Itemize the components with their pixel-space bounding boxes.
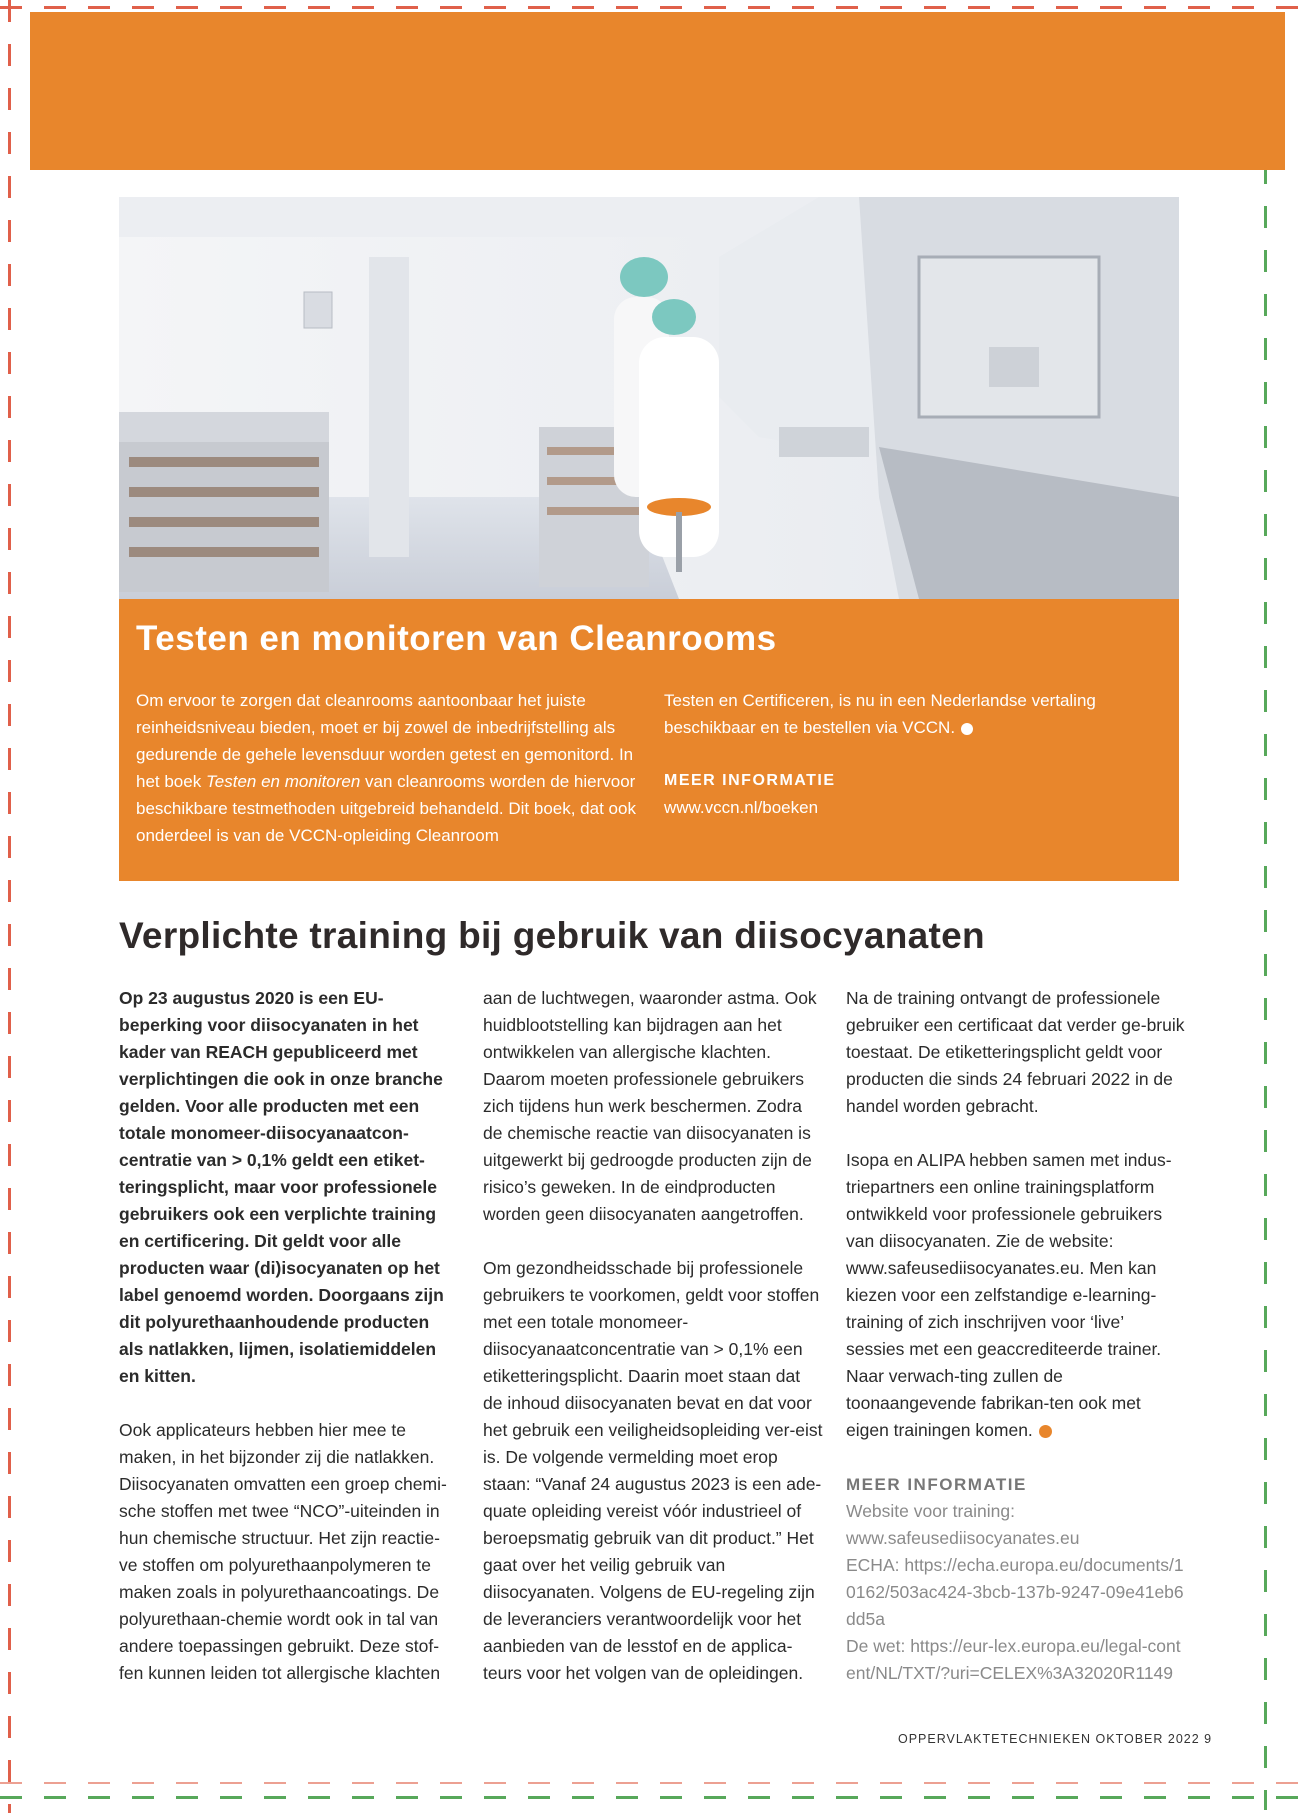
box-title: Testen en monitoren van Cleanrooms bbox=[136, 619, 777, 658]
crop-mark-bottom-inner bbox=[0, 1782, 1300, 1784]
article-paragraph: Na de training ontvangt de professionele gebruiker een certificaat dat verder ge-bruik toestaat. De etiketteringsplicht geldt voor producten die sinds 24 februari 2022 in de handel worden gebracht. bbox=[846, 988, 1185, 1116]
box-meer-informatie: MEER INFORMATIE bbox=[664, 772, 836, 789]
box-column-1 bbox=[136, 687, 656, 849]
crop-mark-left bbox=[8, 0, 11, 1813]
box-link-vccn[interactable]: www.vccn.nl/boeken bbox=[664, 798, 819, 817]
info-box bbox=[119, 599, 1179, 881]
end-dot-icon bbox=[1039, 1425, 1052, 1438]
article-lead: Op 23 augustus 2020 is een EU-beperking voor diisocyanaten in het kader van REACH gepubliceerd met verplichtingen die ook in onze branche gelden. Voor alle producten met een totale monomeer-diisocyanaatcon-centratie van > 0,1% geldt een etiket-teringsplicht, maar voor professionele gebruikers ook een verplichte training en certificering. Dit geldt voor alle producten waar (di)isocyanaten op het label genoemd worden. Doorgaans zijn dit polyurethaanhoudende producten als natlakken, lijmen, isolatiemiddelen en kitten. bbox=[119, 988, 444, 1386]
end-dot-icon bbox=[961, 723, 973, 735]
article-paragraph: Ook applicateurs hebben hier mee te maken, in het bijzonder zij die natlakken. Diisocyanaten omvatten een groep chemi-sche stoffen met twee “NCO”-uiteinden in hun chemische structuur. Het zijn reactie-ve stoffen om polyurethaanpolymeren te maken zoals in polyurethaancoatings. De polyurethaan-chemie wordt ook in tal van andere toepassingen gebruikt. Deze stof-fen kunnen leiden tot allergische klachten bbox=[119, 1420, 447, 1683]
box-column-2 bbox=[664, 687, 1134, 821]
article-column-1 bbox=[119, 985, 449, 1714]
box-text-part-3: Testen en Certificeren, is nu in een Nederlandse vertaling beschikbaar en te bestellen via VCCN. bbox=[664, 691, 1096, 737]
article-paragraph bbox=[846, 1147, 1186, 1444]
cleanroom-photo-icon bbox=[119, 197, 1179, 599]
crop-mark-right bbox=[1264, 30, 1267, 1810]
link-echa[interactable]: ECHA: https://echa.europa.eu/documents/10162/503ac424-3bcb-137b-9247-09e41eb6dd5a bbox=[846, 1555, 1184, 1629]
cleanroom-photo bbox=[119, 197, 1179, 599]
article-meer-informatie: MEER INFORMATIE bbox=[846, 1475, 1027, 1494]
page-footer: OPPERVLAKTETECHNIEKEN OKTOBER 2022 9 bbox=[898, 1732, 1213, 1746]
box-book-title: Testen en monitoren bbox=[205, 772, 361, 791]
link-eur-lex[interactable]: De wet: https://eur-lex.europa.eu/legal-content/NL/TXT/?uri=CELEX%3A32020R1149 bbox=[846, 1636, 1181, 1683]
box-text-part-2: van cleanrooms worden de hiervoor beschikbare testmethoden uitgebreid behandeld. Dit boek, dat ook onderdeel is van de VCCN-opleiding Cleanroom bbox=[136, 772, 636, 845]
article-column-2 bbox=[483, 985, 823, 1714]
article-paragraph: Om gezondheidsschade bij professionele gebruikers te voorkomen, geldt voor stoffen met een totale monomeer-diisocyanaatconcentratie van > 0,1% een etiketteringsplicht. Daarin moet staan dat de inhoud diisocyanaten bevat en dat voor het gebruik een veiligheidsopleiding ver-eist is. De volgende vermelding moet erop staan: “Vanaf 24 augustus 2023 is een ade-quate opleiding vereist vóór industrieel of beroepsmatig gebruik van dit product.” Het gaat over het veilig gebruik van diisocyanaten. Volgens de EU-regeling zijn de leveranciers verantwoordelijk voor het aanbieden van de lesstof en de applica-teurs voor het volgen van de opleidingen. bbox=[483, 1258, 823, 1683]
article-title: Verplichte training bij gebruik van diisocyanaten bbox=[119, 915, 985, 956]
crop-mark-top bbox=[0, 6, 1300, 9]
article-paragraph-text: Isopa en ALIPA hebben samen met indus-triepartners een online trainingsplatform ontwikkeld voor professionele gebruikers van diisocyanaten. Zie de website: www.safeusediisocyanates.eu. Men kan kiezen voor een zelfstandige e-learning-training of zich inschrijven voor ‘live’ sessies met een geaccrediteerde trainer. Naar verwach-ting zullen de toonaangevende fabrikan-ten ook met eigen trainingen komen. bbox=[846, 1150, 1172, 1440]
info-line-training: Website voor training: bbox=[846, 1501, 1015, 1521]
link-safeuse[interactable]: www.safeusediisocyanates.eu bbox=[846, 1528, 1080, 1548]
article-paragraph: aan de luchtwegen, waaronder astma. Ook huidblootstelling kan bijdragen aan het ontwikkelen van allergische klachten. Daarom moeten professionele gebruikers zich tijdens hun werk beschermen. Zodra de chemische reactie van diisocyanaten is uitgewerkt bij gedroogde producten zijn de risico’s geweken. In de eindproducten worden geen diisocyanaten aangetroffen. bbox=[483, 988, 817, 1224]
article-column-3 bbox=[846, 985, 1186, 1687]
crop-mark-bottom bbox=[0, 1796, 1300, 1799]
header-band bbox=[30, 12, 1285, 170]
box-text-part-1: Om ervoor te zorgen dat cleanrooms aantoonbaar het juiste reinheidsniveau bieden, moet er bij zowel de inbedrijfstelling als gedurende de gehele levensduur worden getest en gemonitord. In het boek bbox=[136, 691, 634, 791]
